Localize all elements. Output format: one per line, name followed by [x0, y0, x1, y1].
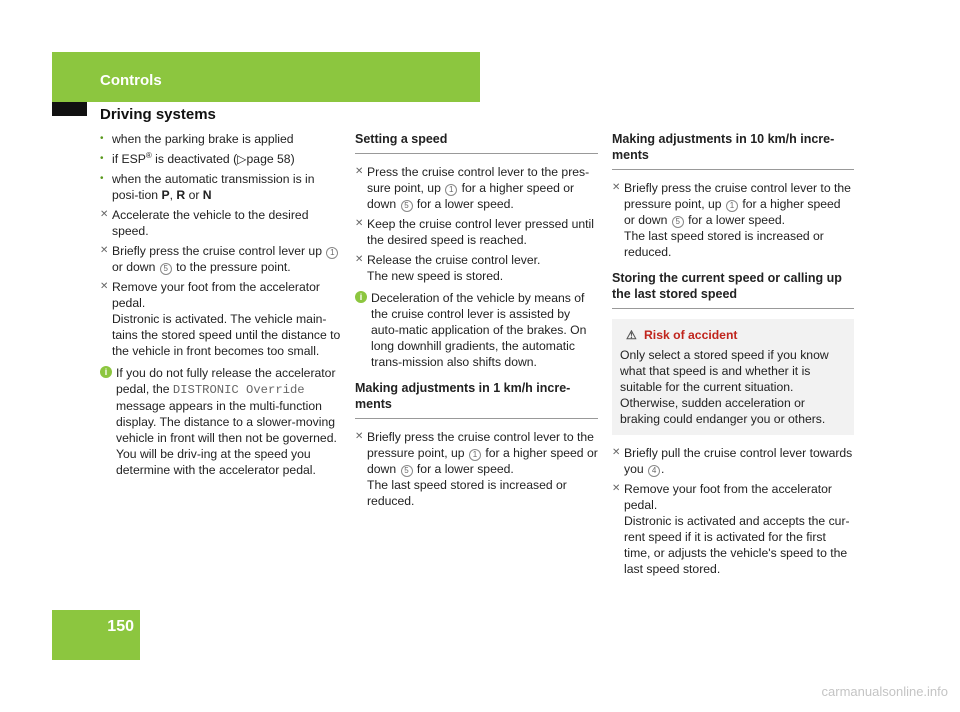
section-marker	[52, 102, 87, 116]
bullet-item: • when the parking brake is applied	[100, 132, 294, 146]
step-arrow-icon: ✕	[612, 483, 621, 494]
warning-triangle-icon: ⚠	[626, 328, 637, 342]
warning-box	[612, 319, 854, 435]
bullet-icon: •	[100, 153, 104, 164]
step-arrow-icon: ✕	[355, 254, 364, 265]
callout-number: 5	[401, 200, 413, 212]
callout-number: 4	[648, 465, 660, 477]
bullet-item: • when the automatic transmission is in posi-tion P, R or N	[100, 172, 315, 202]
step-arrow-icon: ✕	[355, 218, 364, 229]
callout-number: 5	[401, 465, 413, 477]
step-arrow-icon: ✕	[100, 245, 109, 256]
info-note: i Deceleration of the vehicle by means of the cruise control lever is assisted by auto-matic application of the brakes. On long downhill gradients, the automatic trans-mission also shifts down.	[355, 290, 598, 370]
step-arrow-icon: ✕	[612, 447, 621, 458]
section-heading: Making adjustments in 10 km/h incre-ments	[612, 131, 854, 170]
column-1	[100, 131, 344, 486]
step-arrow-icon: ✕	[100, 281, 109, 292]
callout-number: 1	[469, 449, 481, 461]
display-message: DISTRONIC Override	[172, 383, 305, 397]
step-item: ✕ Accelerate the vehicle to the desired speed.	[100, 208, 309, 238]
callout-number: 5	[160, 263, 172, 275]
callout-number: 1	[726, 200, 738, 212]
step-item: ✕ Briefly press the cruise control lever up 1 or down 5 to the pressure point.	[100, 243, 344, 275]
warning-text: Only select a stored speed if you know what that speed is and whether it is suitable for the current situation. Otherwise, sudden acceleration or braking could endanger you or others.	[620, 348, 829, 426]
bullet-icon: •	[100, 133, 104, 144]
step-item: ✕ Keep the cruise control lever pressed until the desired speed is reached.	[355, 217, 594, 247]
step-arrow-icon: ✕	[355, 166, 364, 177]
step-item: ✕ Briefly press the cruise control lever to the pressure point, up 1 for a higher speed or down 5 for a lower speed. The last speed stored is increased or reduced.	[355, 430, 598, 508]
section-title: Controls	[100, 72, 162, 89]
callout-number: 1	[326, 247, 338, 259]
callout-number: 5	[672, 216, 684, 228]
step-arrow-icon: ✕	[355, 431, 364, 442]
page-ref-arrow-icon: ▷	[237, 152, 247, 166]
step-item: ✕ Release the cruise control lever. The new speed is stored.	[355, 253, 541, 283]
page-number: 150	[107, 618, 134, 635]
info-note: i If you do not fully release the accelerator pedal, the DISTRONIC Override message appears in the multi-function display. The distance to a slower-moving vehicle in front will then not be governed. You will be driv-ing at the speed you determine with the accelerator pedal.	[100, 365, 344, 478]
callout-number: 1	[445, 184, 457, 196]
column-2	[355, 131, 598, 513]
step-item: ✕ Remove your foot from the accelerator pedal. Distronic is activated and accepts the cur-rent speed if it is activated for the first time, or adjusts the vehicle's speed to the last speed stored.	[612, 482, 850, 576]
section-heading: Making adjustments in 1 km/h incre-ments	[355, 380, 598, 419]
column-3	[612, 131, 854, 581]
step-item: ✕ Press the cruise control lever to the pres-sure point, up 1 for a higher speed or down 5 for a lower speed.	[355, 165, 590, 211]
page-reference[interactable]: page 58)	[246, 152, 295, 166]
warning-title: ⚠ Risk of accident	[626, 328, 738, 342]
subsection-title: Driving systems	[100, 106, 216, 123]
info-icon: i	[355, 291, 367, 303]
section-heading: Setting a speed	[355, 131, 598, 154]
step-item: ✕ Remove your foot from the accelerator pedal. Distronic is activated. The vehicle main-tains the stored speed until the distance to the vehicle in front becomes too small.	[100, 280, 341, 358]
info-icon: i	[100, 366, 112, 378]
step-item: ✕ Briefly pull the cruise control lever towards you 4 .	[612, 446, 853, 476]
step-item: ✕ Briefly press the cruise control lever to the pressure point, up 1 for a higher speed or down 5 for a lower speed. The last speed stored is increased or reduced.	[612, 181, 851, 259]
step-arrow-icon: ✕	[100, 209, 109, 220]
watermark: carmanualsonline.info	[821, 684, 948, 699]
section-heading: Storing the current speed or calling up the last stored speed	[612, 270, 854, 309]
step-arrow-icon: ✕	[612, 182, 621, 193]
bullet-item: • if ESP® is deactivated (▷page 58)	[100, 150, 295, 166]
bullet-icon: •	[100, 173, 104, 184]
